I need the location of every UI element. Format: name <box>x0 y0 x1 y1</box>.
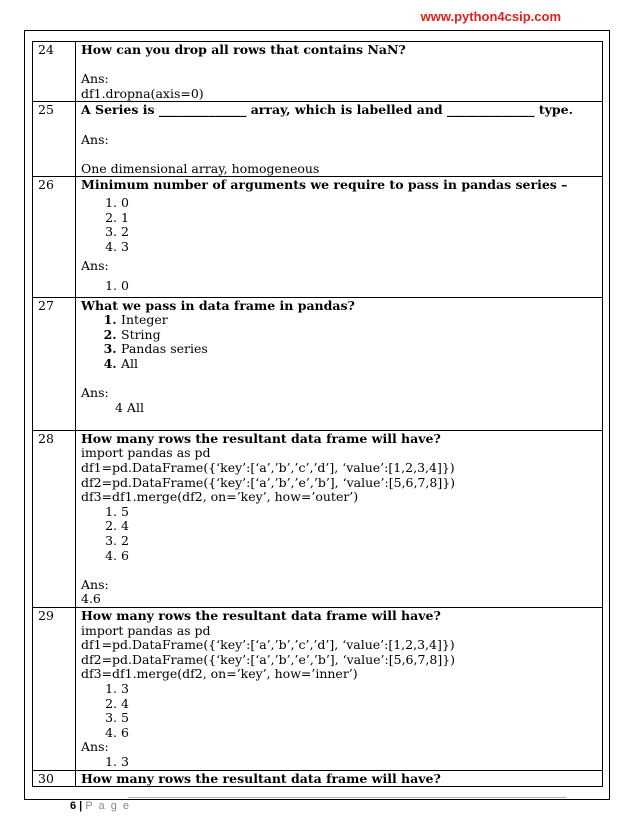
option-item: 3. 2 <box>121 225 597 240</box>
options-list <box>81 682 597 740</box>
table-row <box>33 42 603 102</box>
question-text: A Series is ______________ array, which is labelled and ______________ type. <box>81 102 573 118</box>
question-cell <box>76 102 603 177</box>
options-list <box>81 196 597 254</box>
options-list <box>81 505 597 563</box>
table-row <box>33 430 603 607</box>
code-line: df2=pd.DataFrame({‘key’:[‘a’,’b’,’e’,’b’], ‘value’:[5,6,7,8]}) <box>81 651 456 667</box>
option-item: 2. 4 <box>121 697 597 712</box>
table-row <box>33 102 603 177</box>
option-item: 4. 6 <box>121 726 597 741</box>
question-cell <box>76 177 603 297</box>
footer-divider <box>128 797 566 798</box>
answer-label: Ans: <box>81 258 109 274</box>
question-number: 25 <box>33 102 76 177</box>
question-number: 30 <box>33 770 76 787</box>
answer-label: Ans: <box>81 739 109 755</box>
question-text: Minimum number of arguments we require to pass in pandas series – <box>81 177 568 193</box>
option-item: 2. 4 <box>121 519 597 534</box>
answer-label: Ans: <box>81 71 109 87</box>
question-text: How can you drop all rows that contains NaN? <box>81 42 406 57</box>
question-cell <box>76 297 603 430</box>
option-item: 4. All <box>121 357 597 372</box>
page-footer <box>70 800 131 812</box>
answer-list <box>81 279 597 294</box>
question-text: How many rows the resultant data frame will have? <box>81 430 441 446</box>
code-line: df3=df1.merge(df2, on=’key’, how=’inner’) <box>81 666 358 682</box>
answer-text: 1. 3 <box>121 755 597 770</box>
option-item: 2. 1 <box>121 211 597 226</box>
answer-label: Ans: <box>81 131 109 147</box>
code-line: df1=pd.DataFrame({‘key’:[‘a’,’b’,’c’,’d’], ‘value’:[1,2,3,4]}) <box>81 637 455 653</box>
questions-table <box>32 41 603 787</box>
code-line: df2=pd.DataFrame({‘key’:[‘a’,’b’,’e’,’b’], ‘value’:[5,6,7,8]}) <box>81 474 456 490</box>
option-item: 3. 5 <box>121 711 597 726</box>
table-row <box>33 177 603 297</box>
option-item: 1. 0 <box>121 196 597 211</box>
footer-separator: | <box>76 800 86 812</box>
question-number: 27 <box>33 297 76 430</box>
answer-text: df1.dropna(axis=0) <box>81 85 204 101</box>
question-cell <box>76 430 603 607</box>
answer-list <box>81 755 597 770</box>
code-line: df1=pd.DataFrame({‘key’:[‘a’,’b’,’c’,’d’], ‘value’:[1,2,3,4]}) <box>81 460 455 476</box>
option-item: 1. 3 <box>121 682 597 697</box>
question-text: What we pass in data frame in pandas? <box>81 297 355 313</box>
answer-text: One dimensional array, homogeneous <box>81 160 320 176</box>
table-row <box>33 770 603 787</box>
option-item: 2. String <box>121 328 597 343</box>
page-label: P a g e <box>85 800 131 812</box>
option-item: 4. 3 <box>121 240 597 255</box>
question-number: 24 <box>33 42 76 102</box>
question-cell <box>76 770 603 787</box>
option-item: 4. 6 <box>121 549 597 564</box>
options-list <box>81 313 597 371</box>
question-cell <box>76 607 603 770</box>
site-url[interactable]: www.python4csip.com <box>420 9 561 24</box>
page-number: 6 <box>70 800 77 812</box>
option-item: 1. Integer <box>121 313 597 328</box>
answer-label: Ans: <box>81 385 109 401</box>
answer-text: 4.6 <box>81 591 101 607</box>
answer-text: 4 All <box>115 399 144 415</box>
question-text: How many rows the resultant data frame will have? <box>81 607 441 623</box>
option-item: 3. Pandas series <box>121 342 597 357</box>
code-line: df3=df1.merge(df2, on=’key’, how=’outer’) <box>81 489 359 505</box>
question-number: 29 <box>33 607 76 770</box>
question-text: How many rows the resultant data frame will have? <box>81 770 441 786</box>
table-row <box>33 297 603 430</box>
option-item: 3. 2 <box>121 534 597 549</box>
table-row <box>33 607 603 770</box>
question-cell <box>76 42 603 102</box>
question-number: 28 <box>33 430 76 607</box>
answer-label: Ans: <box>81 576 109 592</box>
question-number: 26 <box>33 177 76 297</box>
code-line: import pandas as pd <box>81 622 211 638</box>
code-line: import pandas as pd <box>81 445 211 461</box>
option-item: 1. 5 <box>121 505 597 520</box>
answer-text: 1. 0 <box>121 279 597 294</box>
